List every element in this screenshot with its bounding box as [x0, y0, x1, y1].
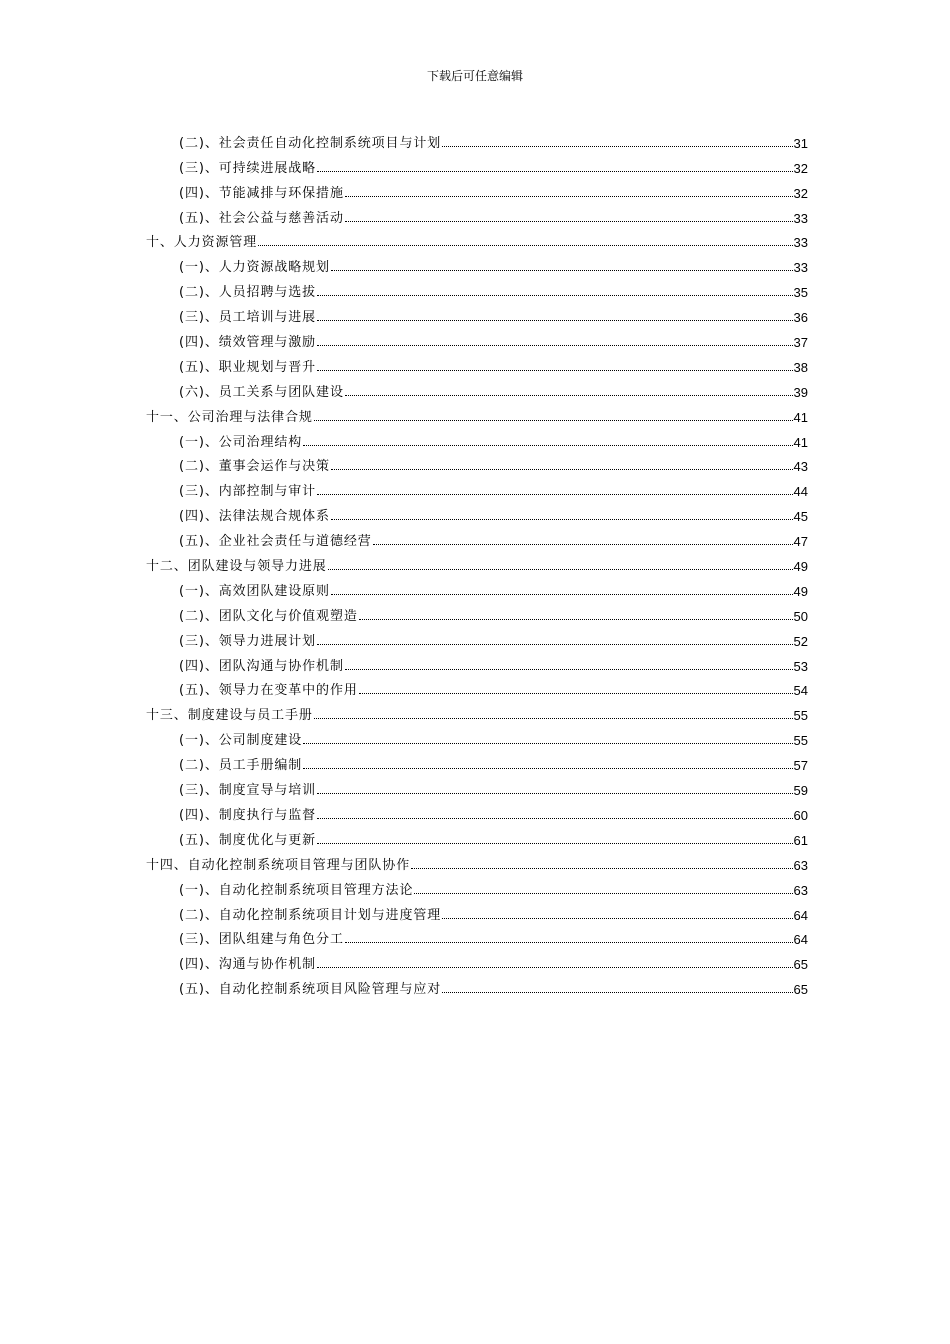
toc-page-number: 41 [793, 409, 808, 425]
toc-section-entry[interactable] [146, 300, 808, 325]
toc-dot-leader [442, 992, 792, 993]
toc-page-number: 37 [793, 335, 808, 351]
toc-dot-leader [414, 893, 792, 894]
toc-section-entry[interactable] [146, 773, 808, 798]
toc-entry-label: (三)、团队组建与角色分工 [179, 932, 344, 948]
toc-entry-label: (一)、自动化控制系统项目管理方法论 [179, 882, 414, 898]
toc-page-number: 50 [793, 608, 808, 624]
toc-entry-label: (五)、制度优化与更新 [179, 832, 317, 848]
toc-dot-leader [317, 967, 792, 968]
toc-dot-leader [345, 395, 793, 396]
toc-entry-label: (一)、公司治理结构 [179, 434, 303, 450]
toc-page-number: 33 [793, 235, 808, 251]
toc-entry-label: (三)、领导力进展计划 [179, 633, 317, 649]
toc-entry-label: (三)、可持续进展战略 [179, 160, 317, 176]
toc-dot-leader [345, 221, 793, 222]
toc-dot-leader [317, 370, 792, 371]
toc-entry-label: (五)、社会公益与慈善活动 [179, 210, 344, 226]
toc-dot-leader [331, 594, 793, 595]
toc-page-number: 35 [793, 285, 808, 301]
toc-page-number: 55 [793, 733, 808, 749]
toc-entry-label: (一)、人力资源战略规划 [179, 260, 330, 276]
toc-dot-leader [345, 942, 793, 943]
toc-entry-label: (五)、职业规划与晋升 [179, 359, 317, 375]
toc-entry-label: (二)、社会责任自动化控制系统项目与计划 [179, 135, 442, 151]
toc-dot-leader [359, 619, 793, 620]
toc-entry-label: 十二、团队建设与领导力进展 [146, 559, 327, 575]
toc-page-number: 33 [793, 260, 808, 276]
toc-entry-label: (一)、公司制度建设 [179, 733, 303, 749]
toc-section-entry[interactable] [146, 151, 808, 176]
toc-entry-label: (四)、沟通与协作机制 [179, 957, 317, 973]
toc-page-number: 38 [793, 359, 808, 375]
toc-entry-label: (三)、制度宣导与培训 [179, 783, 317, 799]
toc-section-entry[interactable] [146, 201, 808, 226]
toc-page-number: 47 [793, 534, 808, 550]
page-header: 下载后可任意编辑 [426, 69, 523, 83]
toc-entry-label: 十四、自动化控制系统项目管理与团队协作 [146, 857, 411, 873]
toc-dot-leader [314, 718, 793, 719]
toc-page-number: 59 [793, 783, 808, 799]
toc-section-entry[interactable] [146, 674, 808, 699]
toc-section-entry[interactable] [146, 898, 808, 923]
toc-entry-label: (二)、员工手册编制 [179, 758, 303, 774]
toc-dot-leader [303, 768, 792, 769]
toc-page-number: 54 [793, 683, 808, 699]
toc-dot-leader [317, 345, 792, 346]
toc-section-entry[interactable] [146, 350, 808, 375]
toc-chapter-entry[interactable] [146, 848, 808, 873]
toc-dot-leader [331, 469, 793, 470]
toc-section-entry[interactable] [146, 325, 808, 350]
toc-section-entry[interactable] [146, 499, 808, 524]
toc-dot-leader [317, 171, 792, 172]
toc-entry-label: (五)、领导力在变革中的作用 [179, 683, 358, 699]
toc-entry-label: (二)、人员招聘与选拔 [179, 285, 317, 301]
toc-section-entry[interactable] [146, 474, 808, 499]
toc-entry-label: 十三、制度建设与员工手册 [146, 708, 313, 724]
toc-page-number: 31 [793, 135, 808, 151]
toc-section-entry[interactable] [146, 599, 808, 624]
toc-section-entry[interactable] [146, 250, 808, 275]
toc-entry-label: (六)、员工关系与团队建设 [179, 384, 344, 400]
toc-section-entry[interactable] [146, 649, 808, 674]
toc-page-number: 32 [793, 160, 808, 176]
toc-page-number: 65 [793, 957, 808, 973]
toc-page-number: 65 [793, 982, 808, 998]
toc-dot-leader [328, 569, 793, 570]
toc-entry-label: (三)、内部控制与审计 [179, 484, 317, 500]
toc-section-entry[interactable] [146, 450, 808, 475]
toc-chapter-entry[interactable] [146, 400, 808, 425]
toc-section-entry[interactable] [146, 873, 808, 898]
toc-dot-leader [317, 818, 792, 819]
toc-entry-label: (四)、法律法规合规体系 [179, 509, 330, 525]
toc-page-number: 36 [793, 310, 808, 326]
toc-dot-leader [317, 644, 792, 645]
toc-section-entry[interactable] [146, 176, 808, 201]
toc-page-number: 64 [793, 932, 808, 948]
toc-dot-leader [317, 295, 792, 296]
toc-dot-leader [303, 445, 792, 446]
toc-entry-label: (一)、高效团队建设原则 [179, 583, 330, 599]
toc-page-number: 55 [793, 708, 808, 724]
toc-dot-leader [258, 245, 792, 246]
toc-page-number: 33 [793, 210, 808, 226]
toc-dot-leader [411, 868, 792, 869]
toc-page-number: 63 [793, 882, 808, 898]
toc-section-entry[interactable] [146, 823, 808, 848]
toc-entry-label: (四)、节能减排与环保措施 [179, 185, 344, 201]
toc-section-entry[interactable] [146, 923, 808, 948]
toc-dot-leader [317, 843, 792, 844]
toc-page-number: 32 [793, 185, 808, 201]
toc-section-entry[interactable] [146, 972, 808, 997]
toc-dot-leader [345, 669, 793, 670]
toc-section-entry[interactable] [146, 748, 808, 773]
toc-dot-leader [345, 196, 793, 197]
toc-entry-label: (四)、制度执行与监督 [179, 807, 317, 823]
toc-section-entry[interactable] [146, 524, 808, 549]
toc-page-number: 53 [793, 658, 808, 674]
toc-entry-label: (三)、员工培训与进展 [179, 310, 317, 326]
toc-page-number: 49 [793, 583, 808, 599]
toc-chapter-entry[interactable] [146, 549, 808, 574]
toc-dot-leader [331, 519, 793, 520]
toc-page-number: 43 [793, 459, 808, 475]
toc-dot-leader [317, 494, 792, 495]
toc-dot-leader [314, 420, 793, 421]
toc-page-number: 63 [793, 857, 808, 873]
toc-page-number: 64 [793, 907, 808, 923]
toc-section-entry[interactable] [146, 723, 808, 748]
toc-dot-leader [373, 544, 793, 545]
toc-section-entry[interactable] [146, 624, 808, 649]
toc-chapter-entry[interactable] [146, 698, 808, 723]
toc-page-number: 61 [793, 832, 808, 848]
toc-entry-label: 十、人力资源管理 [146, 235, 258, 251]
toc-entry-label: (五)、自动化控制系统项目风险管理与应对 [179, 982, 442, 998]
toc-chapter-entry[interactable] [146, 226, 808, 251]
toc-section-entry[interactable] [146, 275, 808, 300]
toc-dot-leader [317, 320, 792, 321]
toc-section-entry[interactable] [146, 375, 808, 400]
toc-page-number: 60 [793, 807, 808, 823]
toc-section-entry[interactable] [146, 425, 808, 450]
toc-entry-label: (五)、企业社会责任与道德经营 [179, 534, 372, 550]
toc-dot-leader [303, 743, 792, 744]
toc-dot-leader [442, 918, 792, 919]
toc-entry-label: (四)、团队沟通与协作机制 [179, 658, 344, 674]
toc-section-entry[interactable] [146, 126, 808, 151]
toc-dot-leader [359, 693, 793, 694]
table-of-contents [146, 126, 808, 997]
toc-dot-leader [442, 146, 792, 147]
toc-entry-label: (二)、自动化控制系统项目计划与进度管理 [179, 907, 442, 923]
toc-dot-leader [317, 793, 792, 794]
toc-page-number: 39 [793, 384, 808, 400]
toc-entry-label: 十一、公司治理与法律合规 [146, 409, 313, 425]
toc-entry-label: (二)、团队文化与价值观塑造 [179, 608, 358, 624]
toc-page-number: 57 [793, 758, 808, 774]
toc-section-entry[interactable] [146, 947, 808, 972]
toc-page-number: 52 [793, 633, 808, 649]
toc-page-number: 45 [793, 509, 808, 525]
toc-entry-label: (二)、董事会运作与决策 [179, 459, 330, 475]
toc-page-number: 49 [793, 559, 808, 575]
toc-section-entry[interactable] [146, 574, 808, 599]
toc-page-number: 44 [793, 484, 808, 500]
toc-entry-label: (四)、绩效管理与激励 [179, 335, 317, 351]
toc-page-number: 41 [793, 434, 808, 450]
toc-dot-leader [331, 270, 793, 271]
toc-section-entry[interactable] [146, 798, 808, 823]
